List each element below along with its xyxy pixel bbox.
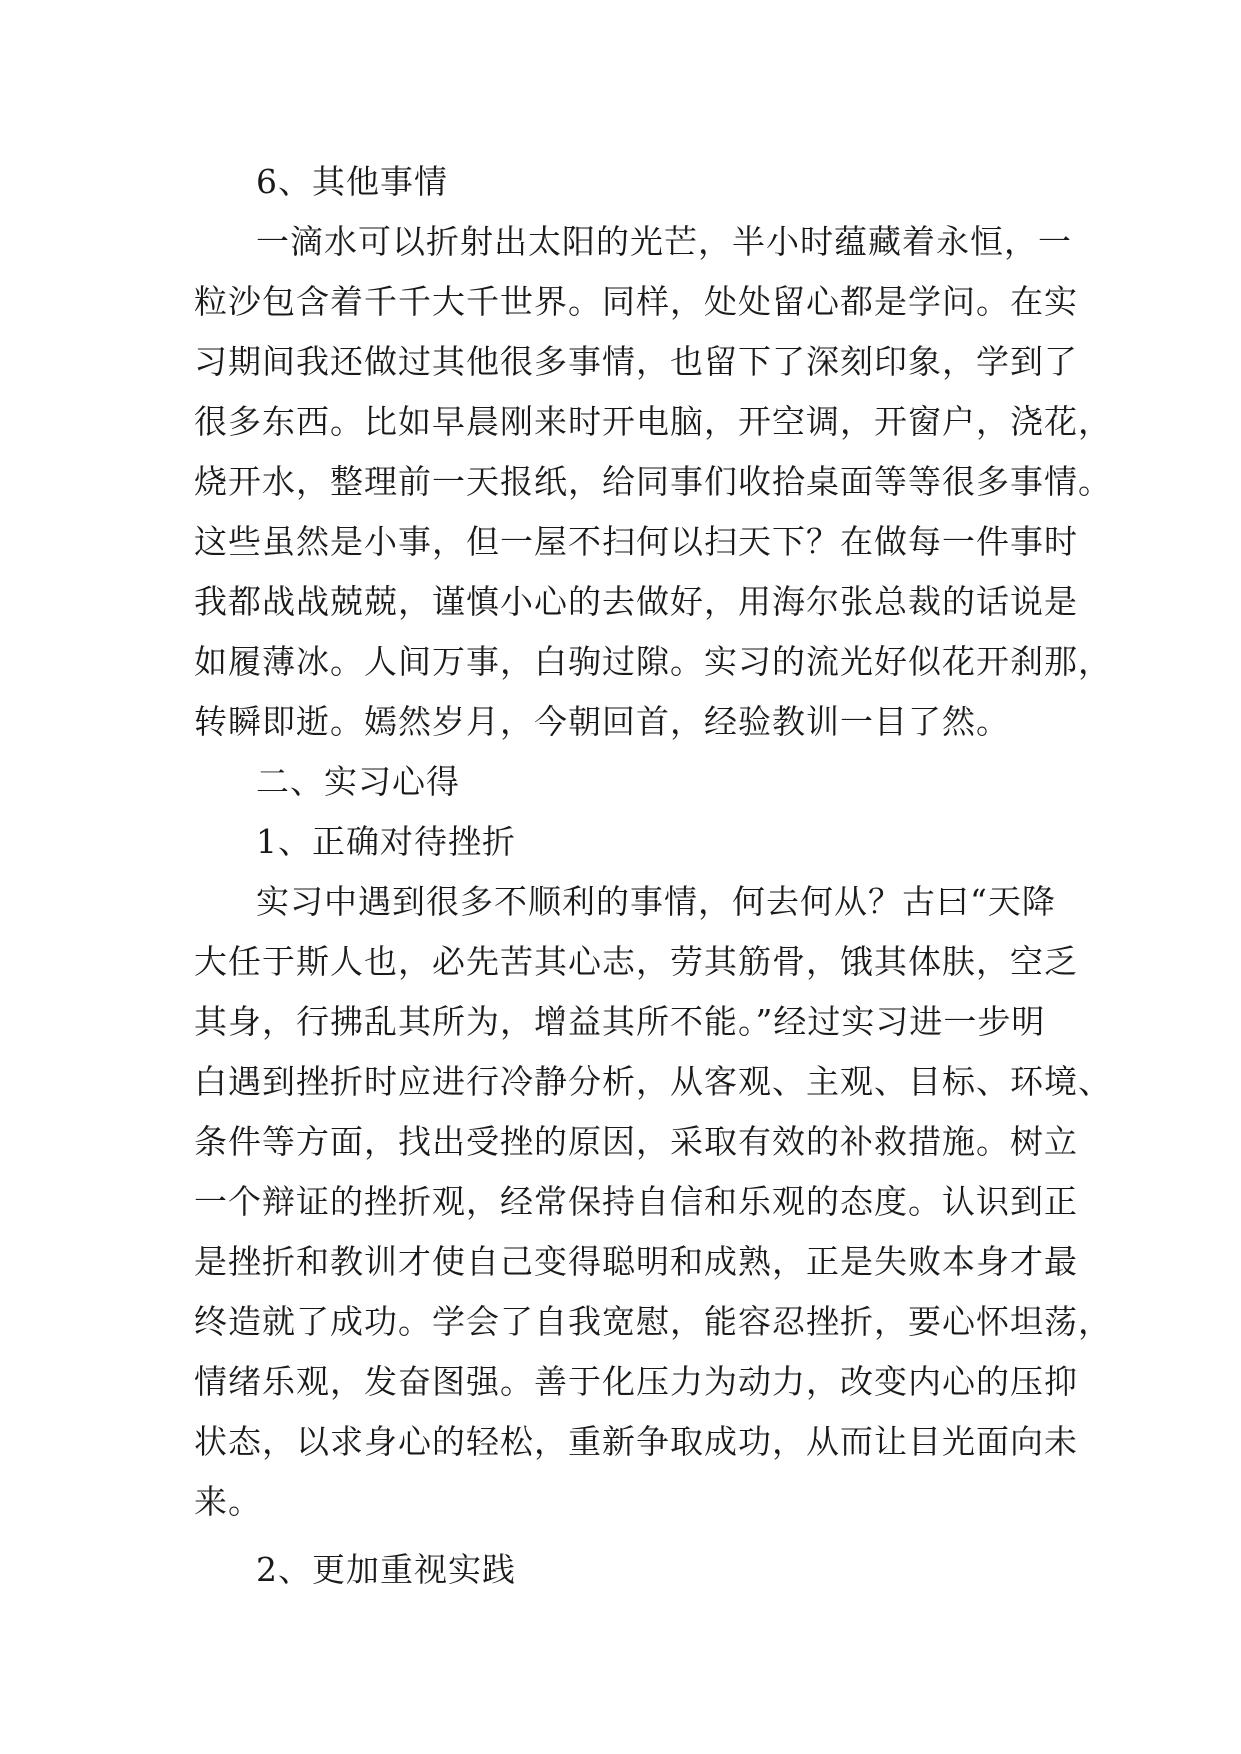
paragraph-line: 其身，行拂乱其所为，增益其所不能。”经过实习进一步明 xyxy=(194,1002,1046,1041)
paragraph-line: 一个辩证的挫折观，经常保持自信和乐观的态度。认识到正 xyxy=(194,1182,1078,1221)
paragraph-line: 烧开水，整理前一天报纸，给同事们收拾桌面等等很多事情。 xyxy=(194,462,1112,501)
paragraph-line: 这些虽然是小事，但一屋不扫何以扫天下？在做每一件事时 xyxy=(194,522,1078,561)
paragraph-line: 来。 xyxy=(194,1482,262,1521)
paragraph-line: 很多东西。比如早晨刚来时开电脑，开空调，开窗户，浇花， xyxy=(194,402,1112,441)
paragraph-line: 条件等方面，找出受挫的原因，采取有效的补救措施。树立 xyxy=(194,1122,1078,1161)
heading-other-matters: 6、其他事情 xyxy=(256,162,448,201)
paragraph-line: 情绪乐观，发奋图强。善于化压力为动力，改变内心的压抑 xyxy=(194,1362,1078,1401)
section-heading-internship-insights: 二、实习心得 xyxy=(256,762,460,801)
paragraph-line: 我都战战兢兢，谨慎小心的去做好，用海尔张总裁的话说是 xyxy=(194,582,1078,621)
paragraph-line: 是挫折和教训才使自己变得聪明和成熟，正是失败本身才最 xyxy=(194,1242,1078,1281)
paragraph-line: 白遇到挫折时应进行冷静分析，从客观、主观、目标、环境、 xyxy=(194,1062,1112,1101)
paragraph-line: 习期间我还做过其他很多事情，也留下了深刻印象，学到了 xyxy=(194,342,1078,381)
subheading-face-setbacks: 1、正确对待挫折 xyxy=(256,822,516,861)
paragraph-line: 粒沙包含着千千大千世界。同样，处处留心都是学问。在实 xyxy=(194,282,1078,321)
paragraph-line: 实习中遇到很多不顺利的事情，何去何从？古曰“天降 xyxy=(256,882,1056,921)
paragraph-line: 如履薄冰。人间万事，白驹过隙。实习的流光好似花开刹那， xyxy=(194,642,1112,681)
paragraph-line: 转瞬即逝。嫣然岁月，今朝回首，经验教训一目了然。 xyxy=(194,702,1010,741)
subheading-value-practice: 2、更加重视实践 xyxy=(256,1550,516,1589)
paragraph-line: 状态，以求身心的轻松，重新争取成功，从而让目光面向未 xyxy=(194,1422,1078,1461)
paragraph-line: 一滴水可以折射出太阳的光芒，半小时蕴藏着永恒，一 xyxy=(256,222,1072,261)
paragraph-line: 终造就了成功。学会了自我宽慰，能容忍挫折，要心怀坦荡， xyxy=(194,1302,1112,1341)
paragraph-line: 大任于斯人也，必先苦其心志，劳其筋骨，饿其体肤，空乏 xyxy=(194,942,1078,981)
